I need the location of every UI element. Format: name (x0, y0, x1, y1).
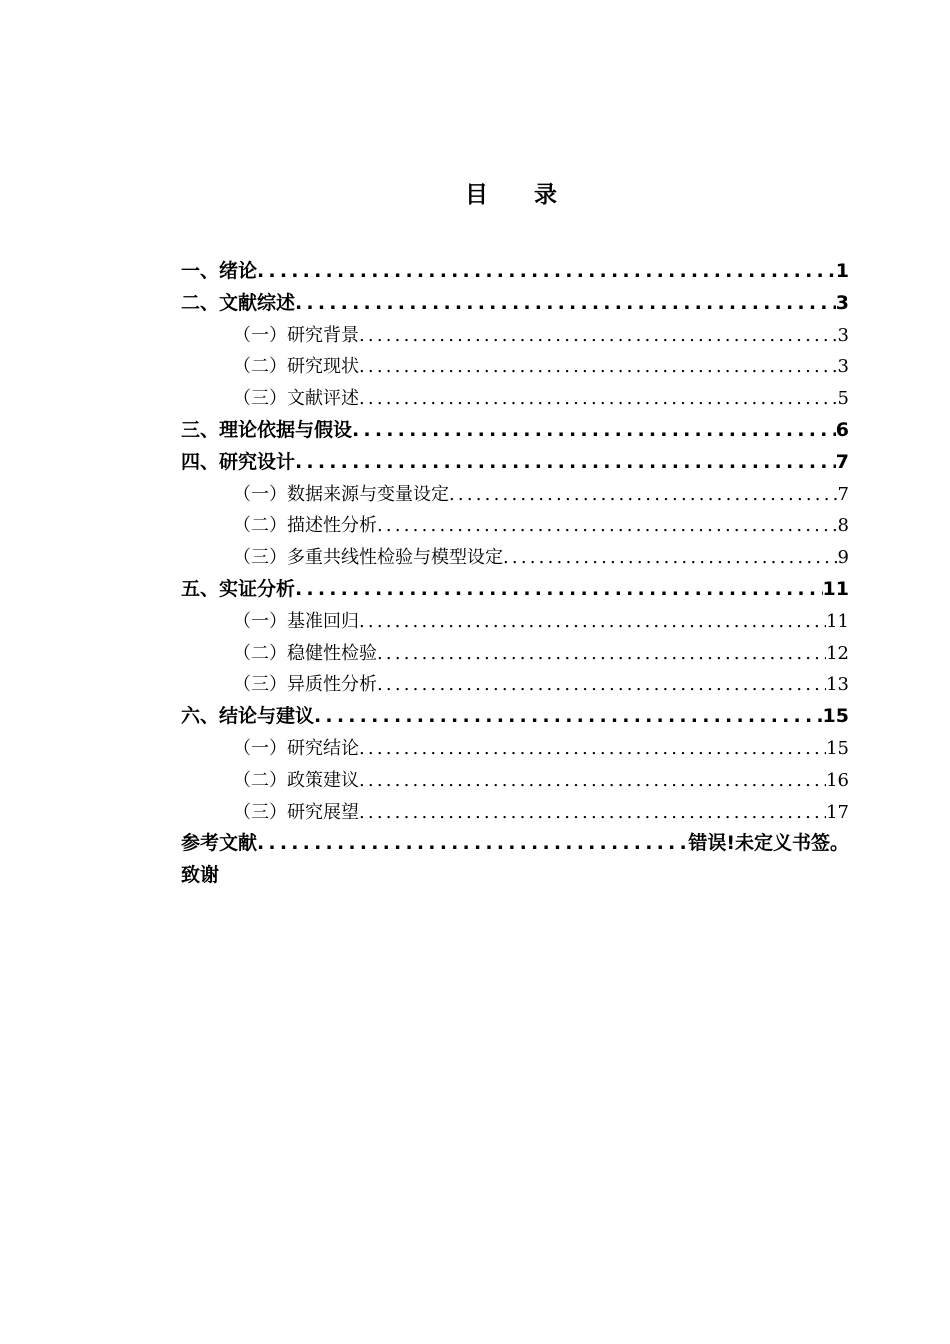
toc-entry[interactable] (181, 415, 849, 447)
toc-page-number: 9 (837, 547, 849, 569)
toc-entry-title: （一）基准回归 (233, 610, 359, 632)
toc-subentry[interactable] (181, 542, 849, 574)
toc-subentry[interactable] (181, 479, 849, 511)
toc-entry-title: （三）多重共线性检验与模型设定 (233, 547, 503, 569)
toc-dot-leader (314, 701, 823, 733)
toc-entry[interactable] (181, 288, 849, 320)
toc-subentry[interactable] (181, 797, 849, 829)
toc-subentry[interactable] (181, 638, 849, 670)
toc-dot-leader (359, 797, 826, 829)
toc-dot-leader (359, 383, 838, 415)
toc-subentry[interactable] (181, 351, 849, 383)
toc-page-number: 16 (826, 769, 849, 791)
page-title: 目 录 (465, 182, 557, 208)
toc-page-number: 6 (835, 418, 849, 441)
toc-entry-title: （三）研究展望 (233, 801, 359, 823)
toc-page-number: 8 (837, 515, 849, 537)
toc-page-number: 错误!未定义书签。 (688, 832, 849, 855)
toc-page-number: 7 (835, 450, 849, 473)
toc-subentry[interactable] (181, 320, 849, 352)
toc-page-number: 15 (822, 705, 849, 728)
toc-entry-title: 致谢 (181, 864, 220, 887)
toc-entry-title: （二）稳健性检验 (233, 642, 377, 664)
toc-dot-leader (359, 320, 838, 352)
toc-entry-title: 四、研究设计 (181, 450, 296, 473)
toc-dot-leader (377, 510, 838, 542)
toc-entry-title: （一）研究背景 (233, 324, 359, 346)
toc-entry-title: （三）异质性分析 (233, 674, 377, 696)
toc-entry[interactable] (181, 828, 849, 860)
toc-entry-title: （二）研究现状 (233, 356, 359, 378)
toc-entry-title: 二、文献综述 (181, 291, 296, 314)
toc-entry-title: 五、实证分析 (181, 577, 296, 600)
toc-dot-leader (295, 447, 836, 479)
toc-dot-leader (295, 288, 836, 320)
toc-page-number: 13 (826, 674, 849, 696)
toc-entry-title: （三）文献评述 (233, 388, 359, 410)
toc-subentry[interactable] (181, 765, 849, 797)
toc-entry[interactable] (181, 447, 849, 479)
toc-dot-leader (377, 669, 826, 701)
toc-page-number: 3 (837, 324, 849, 346)
toc-page-number: 5 (837, 388, 849, 410)
toc-dot-leader (449, 479, 838, 511)
toc-dot-leader (295, 574, 823, 606)
toc-dot-leader (377, 638, 826, 670)
toc-entry-title: （二）政策建议 (233, 769, 359, 791)
toc-dot-leader (352, 415, 836, 447)
toc-dot-leader (257, 256, 836, 288)
toc-dot-leader (257, 828, 688, 860)
toc-subentry[interactable] (181, 733, 849, 765)
toc-subentry[interactable] (181, 510, 849, 542)
toc-dot-leader (359, 765, 826, 797)
toc-page-number: 1 (835, 260, 849, 282)
toc-dot-leader (359, 351, 838, 383)
toc-entry-title: 六、结论与建议 (181, 705, 315, 728)
toc-page-number: 11 (826, 610, 849, 632)
toc-subentry[interactable] (181, 669, 849, 701)
toc-page-number: 17 (826, 801, 849, 823)
toc-page-number: 7 (837, 483, 849, 505)
toc-entry-title: 参考文献 (181, 832, 258, 855)
toc-entry[interactable] (181, 256, 849, 288)
toc-entry-title: 一、绪论 (181, 260, 258, 282)
toc-page-number: 12 (826, 642, 849, 664)
toc-entry[interactable] (181, 574, 849, 606)
toc-page-number: 3 (835, 291, 849, 314)
toc-entry-title: 三、理论依据与假设 (181, 418, 353, 441)
toc-entry-title: （一）研究结论 (233, 737, 359, 759)
toc-dot-leader (503, 542, 838, 574)
toc-page-number: 15 (826, 737, 849, 759)
toc-dot-leader (359, 733, 826, 765)
toc-subentry[interactable] (181, 606, 849, 638)
toc-page-number: 11 (822, 577, 849, 600)
toc-entry[interactable] (181, 701, 849, 733)
table-of-contents (181, 256, 849, 892)
toc-subentry[interactable] (181, 383, 849, 415)
toc-entry-title: （二）描述性分析 (233, 515, 377, 537)
toc-entry[interactable] (181, 860, 849, 892)
toc-entry-title: （一）数据来源与变量设定 (233, 483, 449, 505)
toc-dot-leader (359, 606, 826, 638)
toc-page-number: 3 (837, 356, 849, 378)
